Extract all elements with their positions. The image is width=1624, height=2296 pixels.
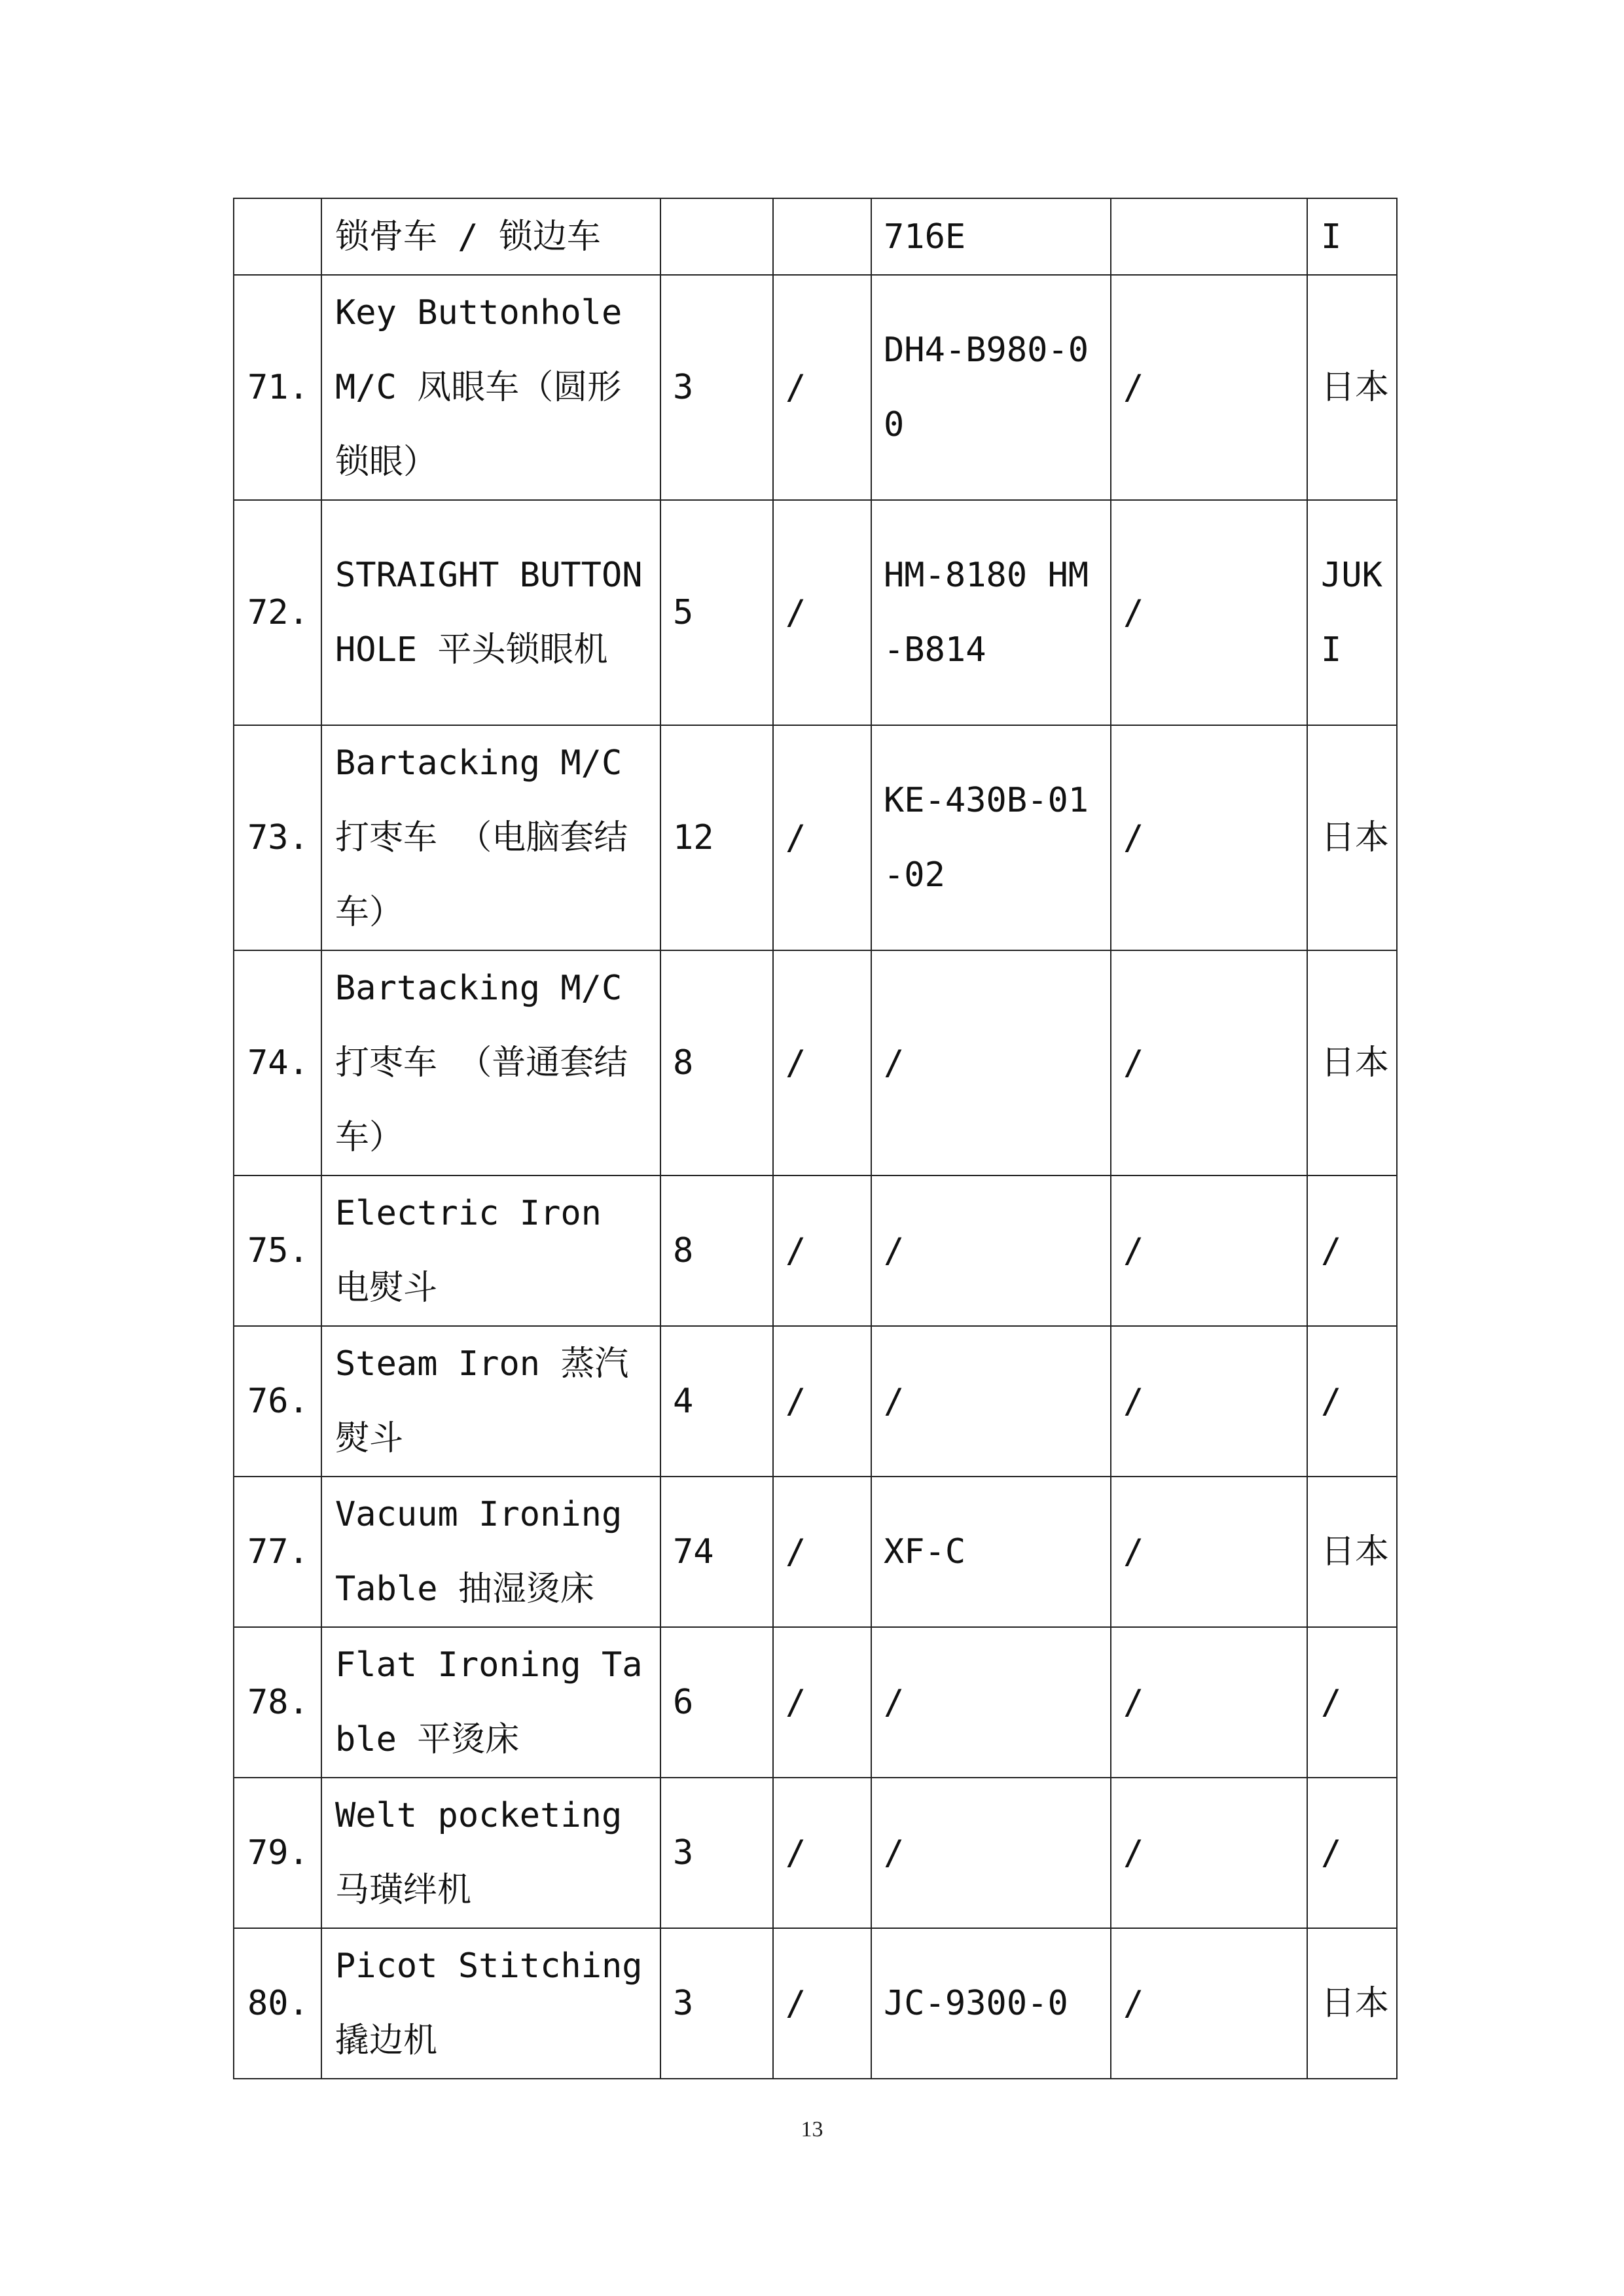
quantity: 3	[660, 1928, 773, 2079]
column-4-value: /	[773, 1778, 871, 1928]
column-6-value: /	[1111, 1326, 1307, 1477]
row-number	[234, 198, 321, 275]
column-6-value: /	[1111, 500, 1307, 725]
model-number: HM-8180 HM-B814	[871, 500, 1111, 725]
column-4-value: /	[773, 1928, 871, 2079]
row-number: 77.	[234, 1477, 321, 1627]
column-4-value: /	[773, 1326, 871, 1477]
row-number: 73.	[234, 725, 321, 950]
row-number: 72.	[234, 500, 321, 725]
quantity: 8	[660, 1175, 773, 1326]
quantity: 8	[660, 950, 773, 1175]
origin: /	[1307, 1326, 1397, 1477]
model-number: /	[871, 1326, 1111, 1477]
equipment-name: Picot Stitching 撬边机	[321, 1928, 660, 2079]
table-row	[234, 275, 1397, 500]
quantity: 4	[660, 1326, 773, 1477]
column-6-value	[1111, 198, 1307, 275]
table-row	[234, 1175, 1397, 1326]
column-4-value: /	[773, 950, 871, 1175]
equipment-name: Vacuum Ironing Table 抽湿烫床	[321, 1477, 660, 1627]
column-6-value: /	[1111, 1477, 1307, 1627]
row-number: 76.	[234, 1326, 321, 1477]
table-row	[234, 500, 1397, 725]
origin: 日本	[1307, 725, 1397, 950]
quantity: 74	[660, 1477, 773, 1627]
origin: /	[1307, 1175, 1397, 1326]
table-row	[234, 1778, 1397, 1928]
quantity: 6	[660, 1627, 773, 1778]
equipment-name: 锁骨车 / 锁边车	[321, 198, 660, 275]
table-row	[234, 1627, 1397, 1778]
origin: I	[1307, 198, 1397, 275]
equipment-table	[233, 198, 1398, 2079]
model-number: /	[871, 950, 1111, 1175]
origin: /	[1307, 1627, 1397, 1778]
quantity: 3	[660, 1778, 773, 1928]
origin: /	[1307, 1778, 1397, 1928]
table-row	[234, 1477, 1397, 1627]
model-number: JC-9300-0	[871, 1928, 1111, 2079]
model-number: DH4-B980-00	[871, 275, 1111, 500]
row-number: 75.	[234, 1175, 321, 1326]
page-number: 13	[801, 2117, 823, 2142]
column-4-value: /	[773, 1627, 871, 1778]
origin: 日本	[1307, 275, 1397, 500]
column-4-value: /	[773, 725, 871, 950]
column-6-value: /	[1111, 275, 1307, 500]
model-number: XF-C	[871, 1477, 1111, 1627]
quantity: 3	[660, 275, 773, 500]
column-6-value: /	[1111, 725, 1307, 950]
table-row	[234, 198, 1397, 275]
equipment-name: Steam Iron 蒸汽熨斗	[321, 1326, 660, 1477]
origin: 日本	[1307, 950, 1397, 1175]
column-4-value: /	[773, 1175, 871, 1326]
model-number: /	[871, 1627, 1111, 1778]
model-number: 716E	[871, 198, 1111, 275]
equipment-name: STRAIGHT BUTTONHOLE 平头锁眼机	[321, 500, 660, 725]
origin: 日本	[1307, 1928, 1397, 2079]
column-6-value: /	[1111, 1928, 1307, 2079]
row-number: 74.	[234, 950, 321, 1175]
row-number: 80.	[234, 1928, 321, 2079]
column-6-value: /	[1111, 950, 1307, 1175]
quantity	[660, 198, 773, 275]
model-number: /	[871, 1175, 1111, 1326]
column-6-value: /	[1111, 1175, 1307, 1326]
equipment-name: Key Buttonhole M/C 凤眼车（圆形锁眼）	[321, 275, 660, 500]
table-row	[234, 725, 1397, 950]
table-row	[234, 1326, 1397, 1477]
row-number: 79.	[234, 1778, 321, 1928]
column-4-value: /	[773, 500, 871, 725]
quantity: 12	[660, 725, 773, 950]
column-6-value: /	[1111, 1778, 1307, 1928]
equipment-name: Welt pocketing 马璜绊机	[321, 1778, 660, 1928]
origin: 日本	[1307, 1477, 1397, 1627]
column-4-value: /	[773, 1477, 871, 1627]
equipment-name: Bartacking M/C 打枣车 （普通套结车）	[321, 950, 660, 1175]
table-row	[234, 950, 1397, 1175]
row-number: 78.	[234, 1627, 321, 1778]
column-6-value: /	[1111, 1627, 1307, 1778]
origin: JUKI	[1307, 500, 1397, 725]
table-row	[234, 1928, 1397, 2079]
column-4-value: /	[773, 275, 871, 500]
column-4-value	[773, 198, 871, 275]
row-number: 71.	[234, 275, 321, 500]
equipment-name: Flat Ironing Table 平烫床	[321, 1627, 660, 1778]
equipment-name: Electric Iron 电熨斗	[321, 1175, 660, 1326]
model-number: KE-430B-01-02	[871, 725, 1111, 950]
quantity: 5	[660, 500, 773, 725]
equipment-name: Bartacking M/C 打枣车 （电脑套结车）	[321, 725, 660, 950]
model-number: /	[871, 1778, 1111, 1928]
